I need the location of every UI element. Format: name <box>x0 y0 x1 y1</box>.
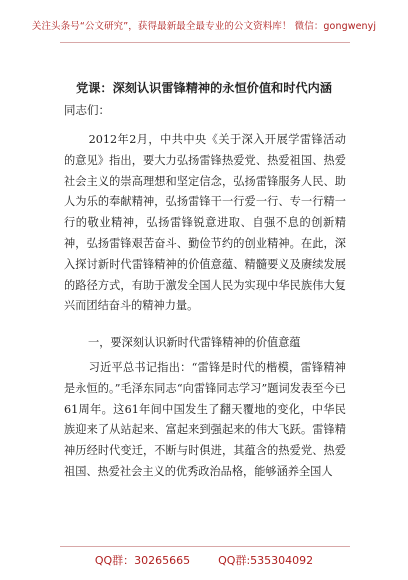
promo-banner: 关注头条号“公文研究”，获得最新最全最专业的公文资料库！ 微信：gongwenyj <box>31 21 377 32</box>
header-divider <box>60 42 350 43</box>
document-title: 党课：深刻认识雷锋精神的永恒价值和时代内涵 <box>76 81 332 95</box>
body-paragraph-2: 习近平总书记指出：“雷锋是时代的楷模，雷锋精神是永恒的。”毛泽东同志“向雷锋同志学习”题词发表至今已61周年。这61年间中国发生了翻天覆地的变化，中华民族迎来了从站起来、富起来到强起来的伟大飞跃。雷锋精神历经时代变迁，不断与时俱进，其蕴含的热爱党、热爱祖国、热爱社会主义的优秀政治品格，能够涵养全国人 <box>64 361 346 478</box>
footer <box>0 552 408 568</box>
footer-qq-group-2: QQ群:535304092 <box>218 554 314 567</box>
salutation: 同志们： <box>64 103 110 117</box>
footer-divider <box>60 546 350 547</box>
body-paragraph-1: 2012年2月，中共中央《关于深入开展学雷锋活动的意见》指出，要大力弘扬雷锋热爱党、热爱祖国、热爱社会主义的崇高理想和坚定信念，弘扬雷锋服务人民、助人为乐的奉献精神，弘扬雷锋干一行爱一行、专一行精一行的敬业精神，弘扬雷锋锐意进取、自强不息的创新精神，弘扬雷锋艰苦奋斗、勤俭节约的创业精神。在此，深入探讨新时代雷锋精神的价值意蕴、精髓要义及赓续发展的路径方式，有助于激发全国人民为实现中华民族伟大复兴而团结奋斗的精神力量。 <box>64 133 346 313</box>
footer-qq-group-1: QQ群：30265665 <box>94 554 191 567</box>
section-heading: 一，要深刻认识新时代雷锋精神的价值意蕴 <box>88 336 301 349</box>
